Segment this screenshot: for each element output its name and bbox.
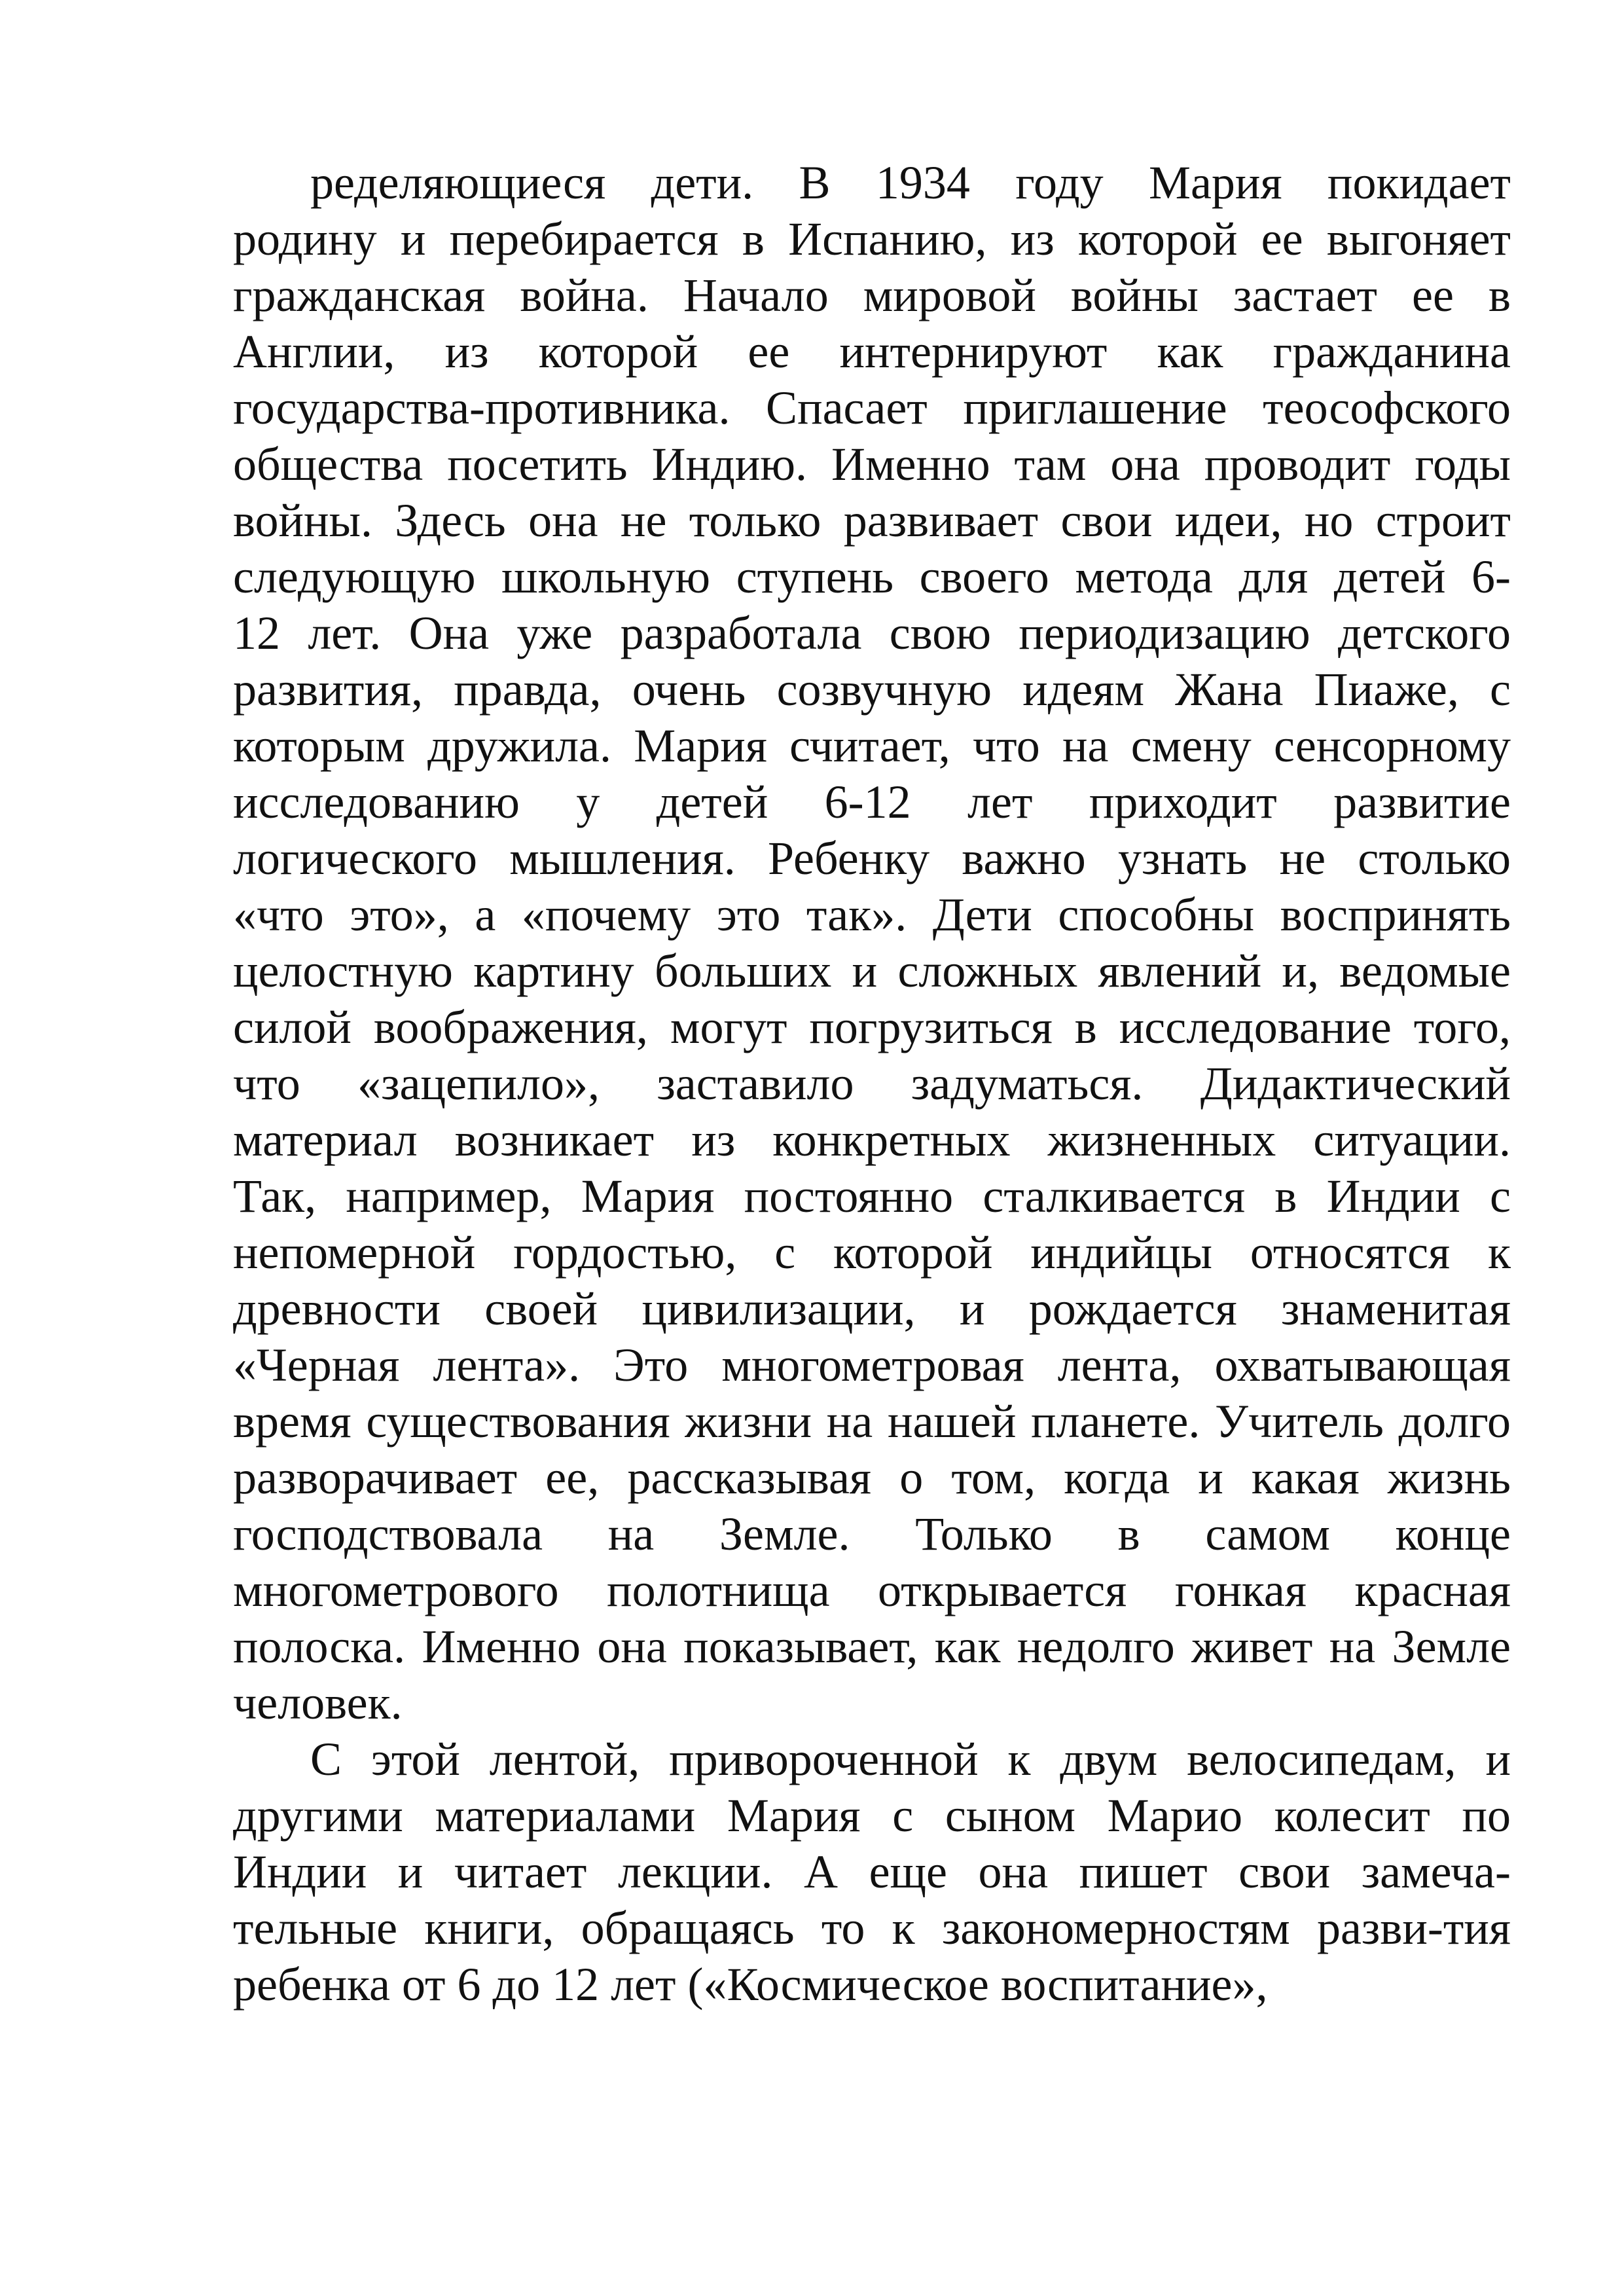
text-line: исследованию у детей 6-12 лет приходит развитие	[233, 776, 1511, 828]
text-line: другими материалами Мария с сыном Марио колесит по	[233, 1789, 1511, 1842]
text-line: ребенка от 6 до 12 лет («Космическое воспитание»,	[233, 1958, 1268, 2011]
text-line: Индии и читает лекции. А еще она пишет свои замеча-	[233, 1846, 1511, 1898]
document-page	[233, 155, 1511, 2013]
text-line: человек.	[233, 1677, 403, 1729]
text-line: следующую школьную ступень своего метода для детей 6-	[233, 551, 1511, 603]
text-line: полоска. Именно она показывает, как недолго живет на Земле	[233, 1620, 1511, 1673]
text-line: общества посетить Индию. Именно там она проводит годы	[233, 438, 1511, 490]
text-line: силой воображения, могут погрузиться в исследование того,	[233, 1001, 1511, 1053]
text-line: «что это», а «почему это так». Дети способны воспринять	[233, 888, 1511, 941]
text-line: целостную картину больших и сложных явлений и, ведомые	[233, 945, 1511, 997]
text-line: ределяющиеся дети. В 1934 году Мария покидает	[310, 156, 1511, 209]
text-line: многометрового полотнища открывается гонкая красная	[233, 1564, 1511, 1616]
text-line: родину и перебирается в Испанию, из которой ее выгоняет	[233, 213, 1511, 265]
text-line: Англии, из которой ее интернируют как гражданина	[233, 325, 1511, 378]
paragraph-2	[233, 1731, 1511, 2013]
text-line: государства-противника. Спасает приглашение теософского	[233, 382, 1511, 434]
text-line: что «зацепило», заставило задуматься. Дидактический	[233, 1057, 1511, 1110]
text-line: С этой лентой, привороченной к двум велосипедам, и	[310, 1733, 1511, 1785]
text-line: «Черная лента». Это многометровая лента, охватывающая	[233, 1339, 1511, 1391]
text-line: гражданская война. Начало мировой войны застает ее в	[233, 269, 1511, 321]
text-line: 12 лет. Она уже разработала свою периодизацию детского	[233, 607, 1511, 659]
text-line: Так, например, Мария постоянно сталкивается в Индии с	[233, 1170, 1511, 1222]
text-line: древности своей цивилизации, и рождается знаменитая	[233, 1283, 1511, 1335]
text-line: тельные книги, обращаясь то к закономерностям разви-тия	[233, 1902, 1511, 1954]
text-line: разворачивает ее, рассказывая о том, когда и какая жизнь	[233, 1451, 1511, 1504]
text-line: непомерной гордостью, с которой индийцы относятся к	[233, 1226, 1511, 1279]
text-line: материал возникает из конкретных жизненных ситуации.	[233, 1114, 1511, 1166]
text-line: которым дружила. Мария считает, что на смену сенсорному	[233, 720, 1511, 772]
text-line: время существования жизни на нашей планете. Учитель долго	[233, 1395, 1511, 1448]
text-line: войны. Здесь она не только развивает свои идеи, но строит	[233, 494, 1511, 547]
paragraph-1	[233, 155, 1511, 1731]
text-line: развития, правда, очень созвучную идеям Жана Пиаже, с	[233, 663, 1511, 716]
text-line: логического мышления. Ребенку важно узнать не столько	[233, 832, 1511, 884]
text-line: господствовала на Земле. Только в самом конце	[233, 1508, 1511, 1560]
